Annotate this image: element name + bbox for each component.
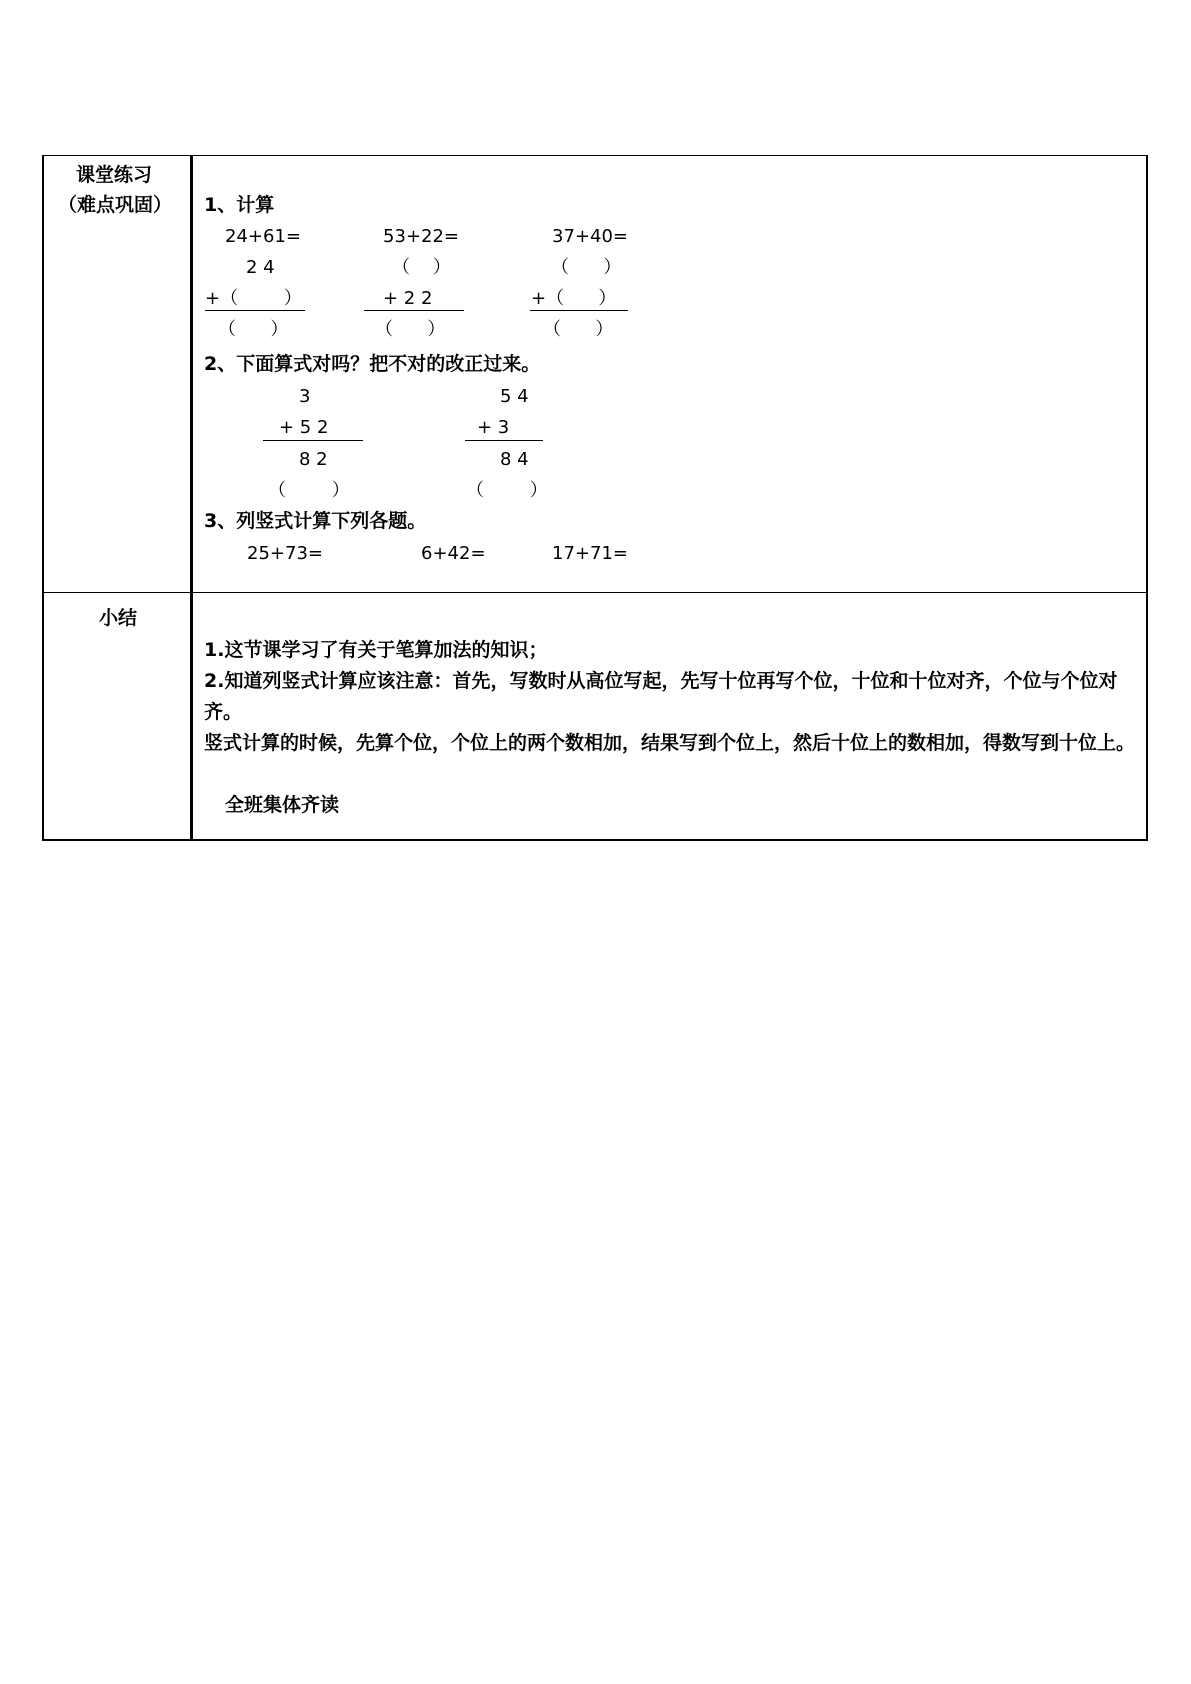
q3-expression-2: 6+42=: [421, 543, 486, 564]
row-label-practice: 课堂练习: [76, 164, 153, 186]
q2-b-result: 8 4: [500, 449, 529, 470]
q3-heading: 3、列竖式计算下列各题。: [204, 510, 427, 532]
q1-vertical-2-mid: + 2 2: [383, 288, 433, 309]
q2-a-rule: [263, 440, 363, 441]
q1-vertical-1-mid: +（ ）: [205, 288, 302, 309]
q2-heading: 2、下面算式对吗？把不对的改正过来。: [204, 353, 541, 375]
q1-expression-2: 53+22=: [383, 226, 459, 247]
q2-a-result: 8 2: [299, 449, 328, 470]
q2-a-addend: + 5 2: [279, 417, 329, 438]
q1-vertical-2-result: （ ）: [375, 319, 446, 340]
row-label-practice-sub: （难点巩固）: [58, 194, 173, 216]
summary-point-1: 1.这节课学习了有关于笔算加法的知识；: [204, 639, 548, 661]
table-border-right: [1146, 155, 1148, 841]
q2-a-top: 3: [299, 386, 311, 407]
table-border-left: [42, 155, 44, 841]
q1-vertical-1-rule: [205, 310, 305, 311]
q1-vertical-2-rule: [364, 310, 464, 311]
q2-a-answer: （ ）: [268, 480, 350, 501]
q1-expression-3: 37+40=: [552, 226, 628, 247]
q2-b-addend: + 3: [477, 417, 510, 438]
q1-vertical-2-top: （ ）: [392, 257, 451, 278]
q1-vertical-3-mid: +（ ）: [531, 288, 617, 309]
table-border-bottom: [42, 839, 1148, 841]
q2-b-top: 5 4: [500, 386, 529, 407]
summary-point-2: 2.知道列竖式计算应该注意：首先，写数时从高位写起，先写十位再写个位，十位和十位对齐，个位与个位对齐。: [204, 670, 1118, 723]
q1-vertical-3-top: （ ）: [551, 257, 622, 278]
q3-expression-1: 25+73=: [247, 543, 323, 564]
q1-vertical-3-rule: [530, 310, 628, 311]
q3-expression-3: 17+71=: [552, 543, 628, 564]
table-column-divider: [190, 155, 193, 841]
summary-point-3: 竖式计算的时候，先算个位，个位上的两个数相加，结果写到个位上，然后十位上的数相加，得数写到十位上。: [204, 732, 1136, 754]
row-label-summary: 小结: [99, 607, 138, 629]
q1-expression-1: 24+61=: [225, 226, 301, 247]
q1-vertical-1-result: （ ）: [218, 319, 289, 340]
q1-vertical-3-result: （ ）: [543, 319, 614, 340]
table-row-divider: [42, 592, 1148, 593]
q1-heading: 1、计算: [204, 194, 275, 216]
q1-vertical-1-top: 2 4: [246, 257, 275, 278]
q2-b-answer: （ ）: [466, 480, 548, 501]
summary-point-4: 全班集体齐读: [225, 794, 340, 816]
table-border-top: [42, 155, 1148, 156]
q2-b-rule: [465, 440, 543, 441]
